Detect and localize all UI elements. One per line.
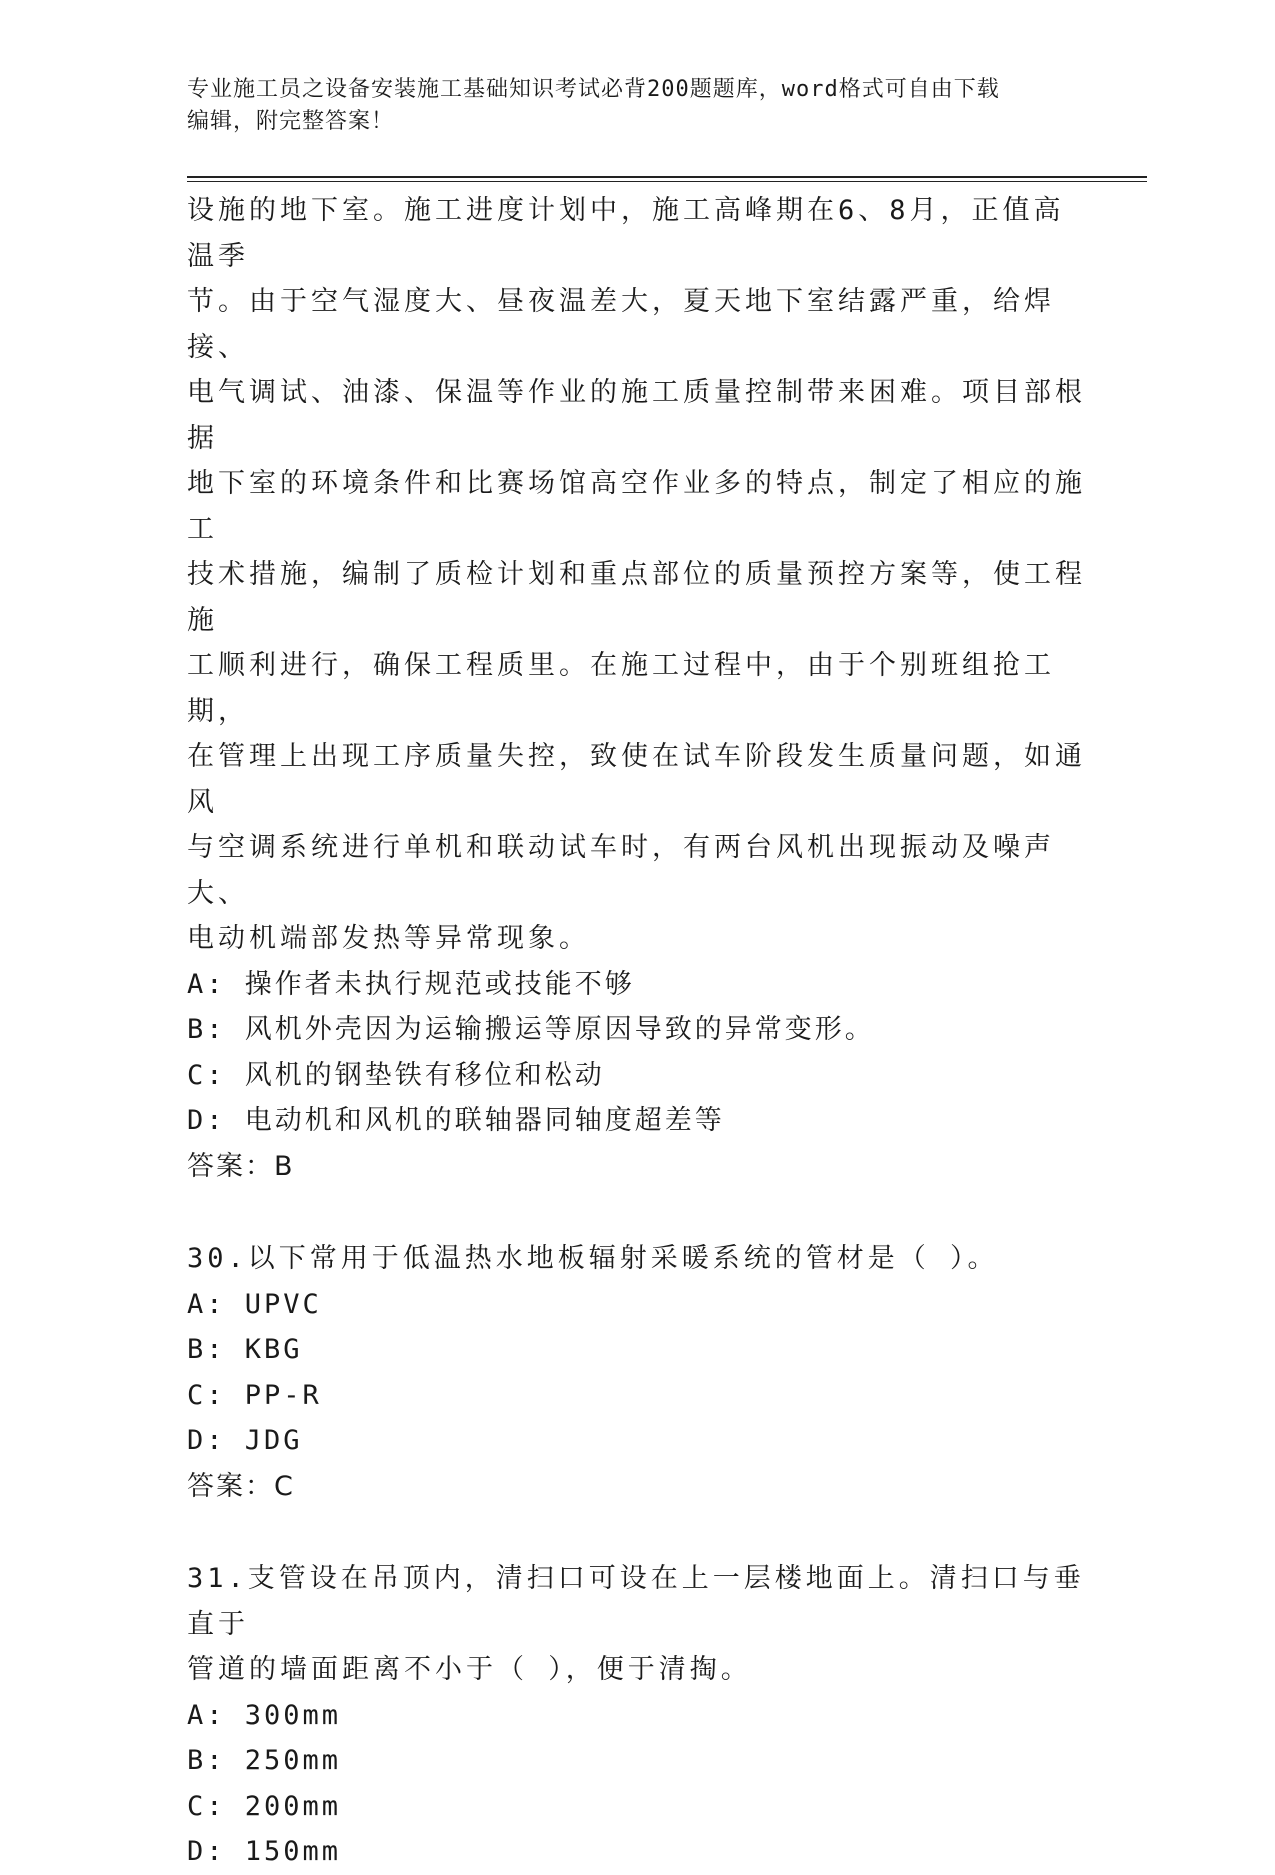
passage-line: 地下室的环境条件和比赛场馆高空作业多的特点，制定了相应的施工: [187, 468, 1086, 545]
question-30-option-a: A: UPVC: [187, 1288, 322, 1320]
question-30-option-b: B: KBG: [187, 1334, 303, 1365]
passage-line: 在管理上出现工序质量失控，致使在试车阶段发生质量问题，如通风: [187, 741, 1086, 818]
question-31: [187, 1556, 1087, 1875]
header-title-line-1: 专业施工员之设备安装施工基础知识考试必背200题题库，word格式可自由下载: [187, 77, 1000, 102]
passage-line: 技术措施，编制了质检计划和重点部位的质量预控方案等，使工程施: [187, 559, 1086, 636]
question-spacer: [187, 1189, 1087, 1236]
header-title-line-2: 编辑，附完整答案！: [187, 109, 395, 134]
question-30: [187, 1236, 1087, 1509]
question-30-answer: 答案：C: [187, 1470, 295, 1502]
question-30-option-d: D: JDG: [187, 1425, 303, 1456]
question-29-option-a: A: 操作者未执行规范或技能不够: [187, 968, 635, 1000]
question-31-option-b: B: 250mm: [187, 1745, 342, 1776]
question-29-passage: [187, 188, 1087, 962]
header-divider-thin: [187, 181, 1147, 182]
question-29: [187, 188, 1087, 1189]
question-31-option-a: A: 300mm: [187, 1699, 342, 1731]
passage-line: 电动机端部发热等异常现象。: [187, 923, 590, 954]
question-29-answer: 答案：B: [187, 1150, 295, 1182]
passage-line: 电气调试、油漆、保温等作业的施工质量控制带来困难。项目部根据: [187, 377, 1086, 454]
document-body: [187, 188, 1087, 1875]
question-31-option-d: D: 150mm: [187, 1836, 342, 1867]
question-31-option-c: C: 200mm: [187, 1790, 342, 1822]
question-spacer: [187, 1509, 1087, 1556]
question-29-option-c: C: 风机的钢垫铁有移位和松动: [187, 1059, 605, 1091]
passage-line: 设施的地下室。施工进度计划中，施工高峰期在6、8月，正值高温季: [187, 195, 1065, 272]
header-divider-thick: [187, 176, 1147, 178]
question-31-stem-line-2: 管道的墙面距离不小于（ ），便于清掏。: [187, 1654, 752, 1685]
passage-line: 工顺利进行，确保工程质里。在施工过程中，由于个别班组抢工期，: [187, 650, 1055, 727]
passage-line: 节。由于空气湿度大、昼夜温差大，夏天地下室结露严重，给焊接、: [187, 286, 1055, 363]
page-header: [187, 74, 1087, 138]
question-30-option-c: C: PP-R: [187, 1379, 322, 1411]
question-30-stem: 30.以下常用于低温热水地板辐射采暖系统的管材是（ ）。: [187, 1243, 999, 1274]
question-31-stem-line-1: 31.支管设在吊顶内，清扫口可设在上一层楼地面上。清扫口与垂直于: [187, 1563, 1085, 1640]
passage-line: 与空调系统进行单机和联动试车时，有两台风机出现振动及噪声大、: [187, 832, 1055, 909]
question-29-option-b: B: 风机外壳因为运输搬运等原因导致的异常变形。: [187, 1014, 875, 1045]
question-29-option-d: D: 电动机和风机的联轴器同轴度超差等: [187, 1105, 725, 1136]
